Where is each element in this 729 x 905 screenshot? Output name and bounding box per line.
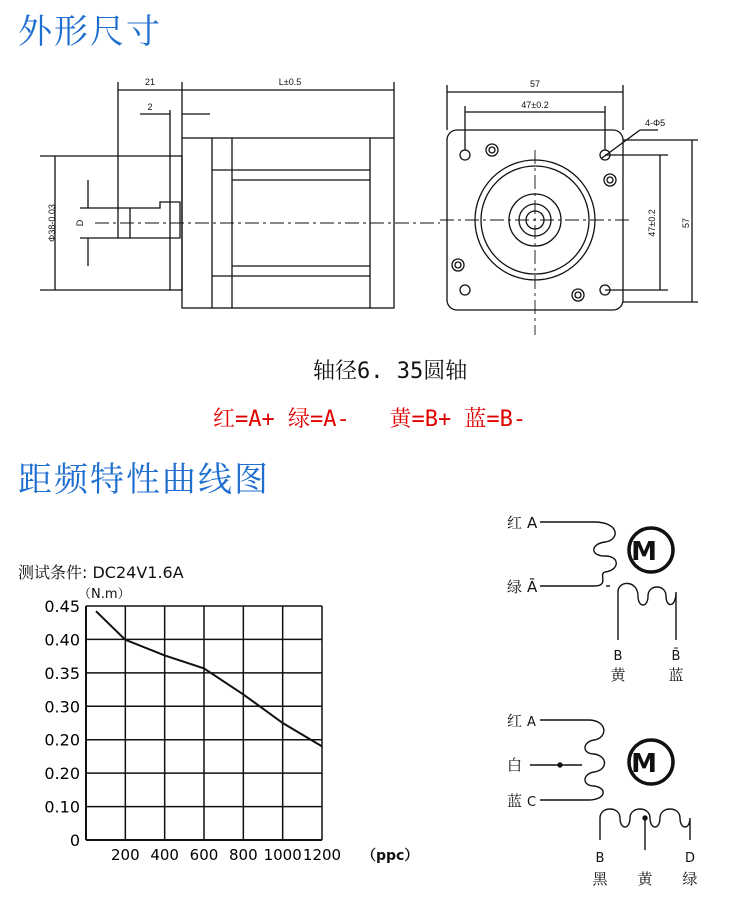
wire6-d-label: D [684, 851, 696, 866]
dim-height: 57 [681, 217, 691, 229]
outline-drawing [0, 70, 729, 340]
dim-hole-spacing-y: 47±0.2 [647, 209, 657, 237]
y-tick-label: 0.10 [44, 797, 80, 817]
wire6-white-label: 白 [507, 756, 523, 774]
chart-xlabel: （ppc） [362, 848, 419, 864]
chart-ylabel: （N.m） [78, 587, 131, 602]
wire-red-label: 红 [507, 514, 523, 532]
wire6-blue-label: 蓝 [507, 792, 523, 810]
mount-hole-tl [460, 150, 470, 160]
wire6-b-label: B [595, 851, 605, 866]
y-tick-label: 0.35 [44, 663, 80, 683]
x-tick-label: 600 [189, 846, 219, 864]
torque-frequency-chart [0, 500, 470, 900]
wire-a-bar-label: Ā [527, 578, 538, 596]
x-tick-label: 200 [111, 846, 140, 864]
wire6-green-label: 绿 [682, 870, 698, 888]
dim-flange: 2 [147, 102, 153, 112]
wire6-a-label: A [527, 715, 536, 730]
wire-a-label: A [527, 514, 538, 532]
x-tick-label: 1000 [263, 846, 302, 864]
shaft-caption: 轴径6. 35圆轴 [313, 359, 468, 384]
dim-hole-spacing-x: 47±0.2 [521, 100, 549, 110]
y-tick-label: 0.20 [44, 730, 80, 750]
x-tick-label: 800 [229, 846, 258, 864]
x-tick-label: 400 [150, 846, 179, 864]
x-tick-label: 1200 [302, 846, 342, 864]
motor-m-2: M [631, 749, 657, 779]
wire6-c-label: C [527, 795, 537, 810]
wire6-red-label: 红 [507, 712, 523, 730]
motor-m-1: M [631, 537, 657, 567]
wire6-black-label: 黑 [592, 870, 608, 888]
dim-shaft-diameter: D [75, 219, 85, 227]
wire-b-label: B [613, 649, 623, 664]
wire-yellow-label: 黄 [610, 666, 626, 684]
coil-ac [585, 720, 605, 800]
coil-a [594, 522, 617, 586]
dim-width: 57 [529, 79, 541, 89]
torque-curve [96, 611, 322, 746]
wiring-diagrams [470, 500, 729, 905]
dim-pilot-diameter: Φ38-0.03 [47, 204, 57, 242]
dim-body-length: L±0.5 [278, 77, 302, 87]
chart-condition: 测试条件: DC24V1.6A [18, 563, 184, 582]
motor-shaft [118, 202, 180, 238]
outline-section-title: 外形尺寸 [18, 12, 162, 52]
wire-blue-label: 蓝 [668, 666, 684, 684]
y-tick-label: 0.40 [44, 630, 80, 650]
wire-green-label: 绿 [507, 578, 523, 596]
wire6-yellow-label: 黄 [637, 870, 653, 888]
y-tick-label: 0 [69, 831, 80, 850]
y-tick-label: 0.45 [44, 597, 80, 616]
wire-b-bar-label: B̄ [671, 649, 681, 664]
y-tick-label: 0.20 [44, 764, 80, 784]
mount-hole-bl [460, 285, 470, 295]
wiring-color-note: 红=A+ 绿=A- 黄=B+ 蓝=B- [213, 407, 527, 432]
dim-front-length: 21 [144, 77, 156, 87]
dim-holes: 4-Φ5 [645, 118, 666, 128]
coil-b [618, 583, 676, 608]
y-tick-label: 0.30 [44, 697, 80, 717]
curve-section-title: 距频特性曲线图 [18, 460, 270, 500]
